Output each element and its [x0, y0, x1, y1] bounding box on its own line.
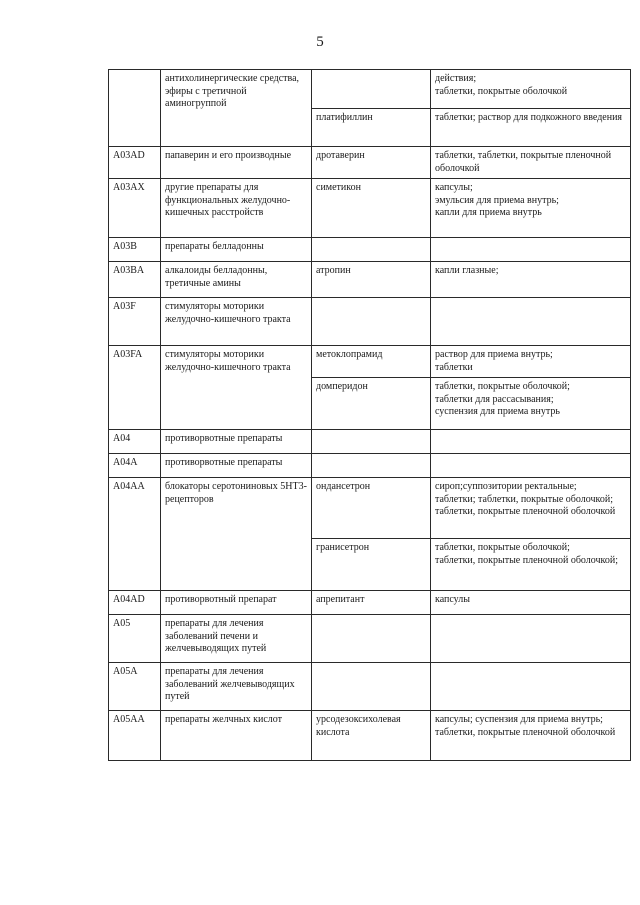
group-name-cell: стимуляторы моторики желудочно-кишечного тракта	[161, 298, 312, 346]
dosage-forms-cell: сироп;суппозитории ректальные; таблетки; таблетки, покрытые оболочкой; таблетки, покрытые пленочной оболочкой	[431, 478, 631, 539]
group-name-cell: противорвотный препарат	[161, 591, 312, 615]
inn-cell	[312, 238, 431, 262]
dosage-forms-cell	[431, 454, 631, 478]
dosage-forms-cell	[431, 663, 631, 711]
table-row	[109, 663, 631, 711]
dosage-forms-cell: действия; таблетки, покрытые оболочкой	[431, 70, 631, 109]
table-row	[109, 478, 631, 539]
dosage-forms-cell: капли глазные;	[431, 262, 631, 298]
inn-cell: гранисетрон	[312, 539, 431, 591]
table-row	[109, 711, 631, 761]
inn-cell: ондансетрон	[312, 478, 431, 539]
table-row	[109, 238, 631, 262]
dosage-forms-cell: таблетки, покрытые оболочкой; таблетки для рассасывания; суспензия для приема внутрь	[431, 378, 631, 430]
inn-cell: апрепитант	[312, 591, 431, 615]
inn-cell	[312, 70, 431, 109]
table-row	[109, 346, 631, 378]
dosage-forms-cell: таблетки, таблетки, покрытые пленочной оболочкой	[431, 147, 631, 179]
drug-table	[108, 69, 631, 761]
dosage-forms-cell: капсулы; суспензия для приема внутрь; таблетки, покрытые пленочной оболочкой	[431, 711, 631, 761]
group-name-cell: стимуляторы моторики желудочно-кишечного тракта	[161, 346, 312, 430]
inn-cell: атропин	[312, 262, 431, 298]
inn-cell: симетикон	[312, 179, 431, 238]
group-name-cell: блокаторы серотониновых 5HT3-рецепторов	[161, 478, 312, 591]
inn-cell	[312, 663, 431, 711]
atc-code-cell: A03F	[109, 298, 161, 346]
table-row	[109, 262, 631, 298]
table-row	[109, 179, 631, 238]
atc-code-cell: A04A	[109, 454, 161, 478]
inn-cell: метоклопрамид	[312, 346, 431, 378]
group-name-cell: противорвотные препараты	[161, 454, 312, 478]
inn-cell: урсодезоксихолевая кислота	[312, 711, 431, 761]
inn-cell: домперидон	[312, 378, 431, 430]
table-row-continuation	[109, 70, 631, 109]
table-row	[109, 615, 631, 663]
inn-cell	[312, 454, 431, 478]
table-row	[109, 454, 631, 478]
atc-code-cell	[109, 70, 161, 147]
group-name-cell: папаверин и его производные	[161, 147, 312, 179]
group-name-cell: препараты желчных кислот	[161, 711, 312, 761]
atc-code-cell: A03BA	[109, 262, 161, 298]
dosage-forms-cell: капсулы; эмульсия для приема внутрь; капли для приема внутрь	[431, 179, 631, 238]
atc-code-cell: A04AD	[109, 591, 161, 615]
table-row	[109, 430, 631, 454]
group-name-cell: другие препараты для функциональных желудочно-кишечных расстройств	[161, 179, 312, 238]
atc-code-cell: A03B	[109, 238, 161, 262]
group-name-cell: антихолинергические средства, эфиры с третичной аминогруппой	[161, 70, 312, 147]
inn-cell	[312, 298, 431, 346]
atc-code-cell: A03AX	[109, 179, 161, 238]
group-name-cell: препараты белладонны	[161, 238, 312, 262]
dosage-forms-cell	[431, 238, 631, 262]
atc-code-cell: A04AA	[109, 478, 161, 591]
atc-code-cell: A03FA	[109, 346, 161, 430]
dosage-forms-cell: капсулы	[431, 591, 631, 615]
dosage-forms-cell: таблетки; раствор для подкожного введения	[431, 109, 631, 147]
atc-code-cell: A03AD	[109, 147, 161, 179]
page-number: 5	[316, 34, 324, 50]
inn-cell: платифиллин	[312, 109, 431, 147]
atc-code-cell: A05	[109, 615, 161, 663]
atc-code-cell: A05A	[109, 663, 161, 711]
table-row	[109, 591, 631, 615]
dosage-forms-cell	[431, 298, 631, 346]
table-row	[109, 298, 631, 346]
table-row	[109, 147, 631, 179]
group-name-cell: алкалоиды белладонны, третичные амины	[161, 262, 312, 298]
inn-cell	[312, 615, 431, 663]
dosage-forms-cell: раствор для приема внутрь; таблетки	[431, 346, 631, 378]
group-name-cell: препараты для лечения заболеваний желчевыводящих путей	[161, 663, 312, 711]
inn-cell: дротаверин	[312, 147, 431, 179]
drug-table-body	[109, 70, 631, 761]
atc-code-cell: A05AA	[109, 711, 161, 761]
dosage-forms-cell: таблетки, покрытые оболочкой; таблетки, покрытые пленочной оболочкой;	[431, 539, 631, 591]
dosage-forms-cell	[431, 615, 631, 663]
dosage-forms-cell	[431, 430, 631, 454]
group-name-cell: противорвотные препараты	[161, 430, 312, 454]
group-name-cell: препараты для лечения заболеваний печени и желчевыводящих путей	[161, 615, 312, 663]
atc-code-cell: A04	[109, 430, 161, 454]
inn-cell	[312, 430, 431, 454]
